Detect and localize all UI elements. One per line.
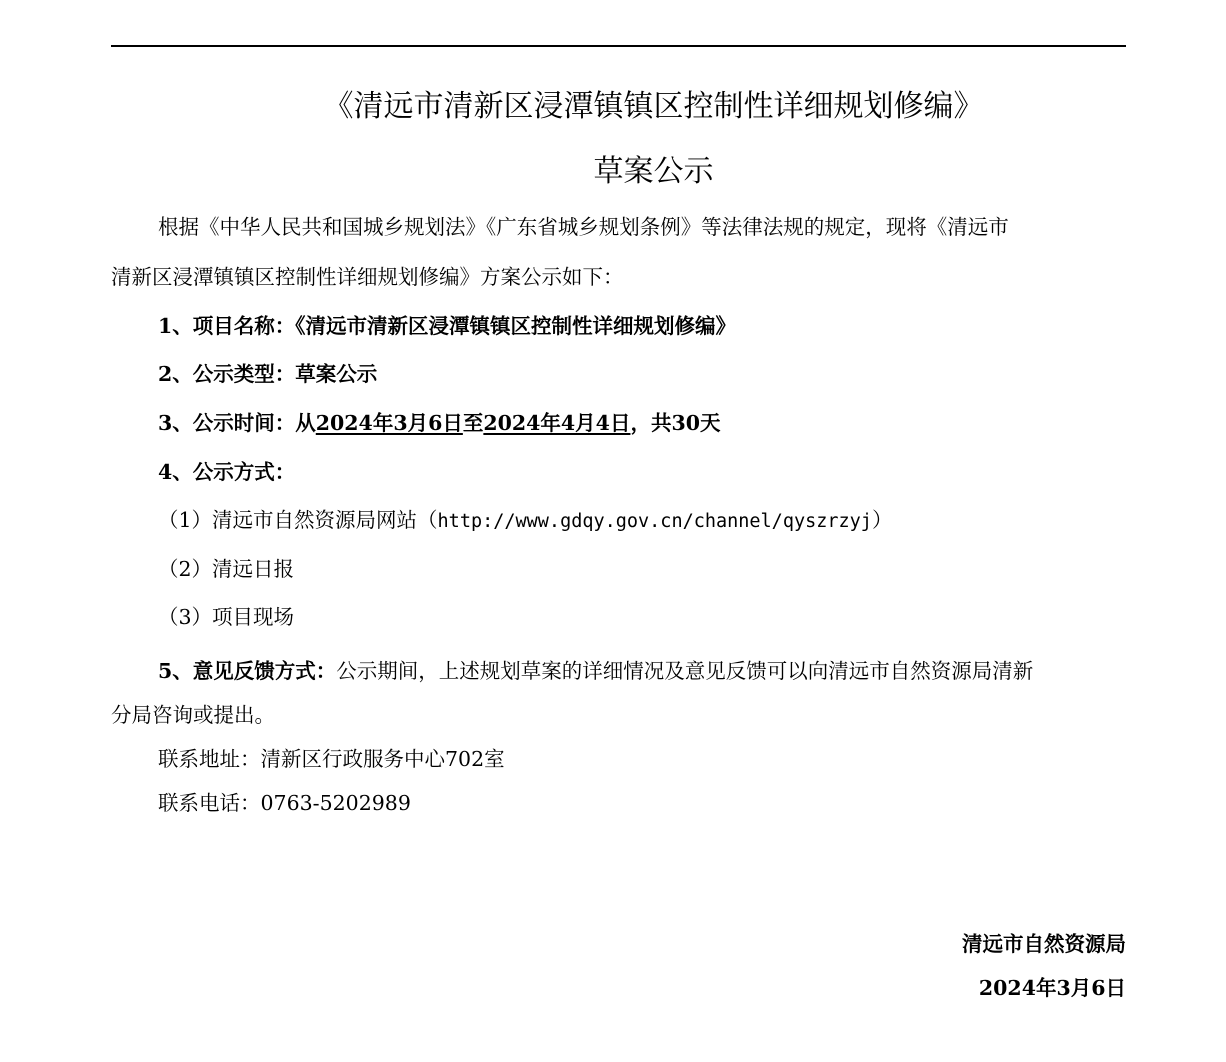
intro-line-2: 清新区浸潭镇镇区控制性详细规划修编》方案公示如下：	[111, 265, 624, 289]
feedback-label: 5、意见反馈方式：	[158, 659, 337, 683]
item-notice-time	[158, 408, 720, 438]
method-1-prefix: （1）清远市自然资源局网站（	[158, 508, 438, 532]
method-3: （3）项目现场	[158, 605, 295, 629]
item-project-name	[158, 311, 736, 341]
item-notice-type	[158, 359, 377, 389]
contact-phone: 联系电话：0763-5202989	[158, 791, 411, 815]
intro-line-1: 根据《中华人民共和国城乡规划法》《广东省城乡规划条例》等法律法规的规定，现将《清远市	[158, 215, 1009, 239]
notice-time-total: ，共30天	[630, 411, 721, 435]
contact-address: 联系地址：清新区行政服务中心702室	[158, 747, 505, 771]
signature-org: 清远市自然资源局	[962, 932, 1126, 956]
notice-time-label: 3、公示时间：	[158, 411, 296, 435]
feedback-text-2: 分局咨询或提出。	[111, 703, 275, 727]
notice-time-from: 从	[295, 411, 316, 435]
notice-time-start: 2024年3月6日	[315, 411, 463, 435]
document-title: 《清远市清新区浸潭镇镇区控制性详细规划修编》	[323, 89, 984, 124]
feedback-text-1: 公示期间，上述规划草案的详细情况及意见反馈可以向清远市自然资源局清新	[336, 659, 1034, 683]
header-rule	[111, 45, 1126, 47]
signature-date: 2024年3月6日	[978, 976, 1126, 1000]
method-1-suffix: ）	[871, 508, 893, 532]
notice-type-label: 2、公示类型：	[158, 362, 296, 386]
notice-time-end: 2024年4月4日	[483, 411, 631, 435]
document-subtitle: 草案公示	[593, 154, 714, 189]
project-name-label: 1、项目名称：	[158, 314, 296, 338]
notice-type-value: 草案公示	[295, 362, 378, 386]
item-notice-method: 4、公示方式：	[158, 460, 296, 484]
method-2: （2）清远日报	[158, 557, 295, 581]
method-1	[158, 505, 892, 537]
project-name-value: 《清远市清新区浸潭镇镇区控制性详细规划修编》	[295, 314, 737, 338]
notice-time-to: 至	[462, 411, 484, 435]
item-feedback	[158, 656, 1033, 686]
method-1-url[interactable]: http://www.gdqy.gov.cn/channel/qyszrzyj	[437, 511, 872, 532]
